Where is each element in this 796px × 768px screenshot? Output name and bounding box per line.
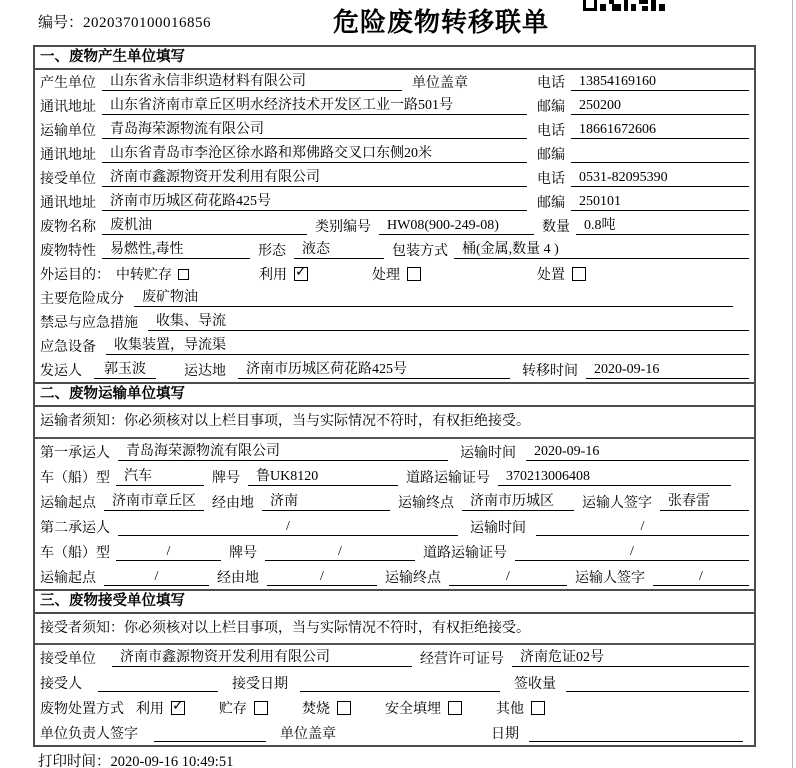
shipper-row bbox=[35, 358, 754, 382]
unit-seal-label: 单位盖章 bbox=[280, 726, 336, 742]
receiver-phone-group bbox=[537, 168, 749, 188]
vehicle-type-label: 车（船）型 bbox=[40, 545, 110, 561]
transport-time-value: / bbox=[536, 518, 749, 536]
seal-label: 单位盖章 bbox=[412, 76, 468, 91]
zip-label: 邮编 bbox=[537, 100, 565, 115]
endpoint-label: 运输终点 bbox=[398, 495, 454, 511]
print-time-value: 2020-09-16 10:49:51 bbox=[110, 754, 234, 768]
form-value: 液态 bbox=[294, 241, 384, 259]
receiver-row bbox=[35, 166, 754, 190]
checkbox-icon bbox=[448, 701, 462, 715]
carrier-sign-value: 张春雷 bbox=[660, 493, 749, 511]
option-label: 其他 bbox=[496, 701, 524, 717]
endpoint-value: 济南市历城区 bbox=[462, 493, 574, 511]
road-permit-value: 370213006408 bbox=[498, 468, 731, 486]
producer-phone-value: 13854169160 bbox=[571, 73, 749, 91]
carrier-sign-value: / bbox=[653, 568, 749, 586]
accept-date-label: 接受日期 bbox=[232, 676, 288, 692]
vehicle-type-label: 车（船）型 bbox=[40, 470, 110, 486]
producer-phone-group bbox=[537, 72, 749, 92]
license-label: 经营许可证号 bbox=[420, 651, 504, 667]
second-carrier-row bbox=[35, 514, 754, 539]
disposal-option-incinerate bbox=[302, 698, 351, 718]
checkbox-icon bbox=[178, 269, 189, 280]
producer-address-value: 山东省济南市章丘区明水经济技术开发区工业一路501号 bbox=[102, 97, 527, 115]
disposal-option-storage bbox=[219, 698, 268, 718]
origin-label: 运输起点 bbox=[40, 570, 96, 586]
transporter-zip-group bbox=[537, 144, 749, 164]
producer-value: 山东省永信非织造材料有限公司 bbox=[102, 73, 402, 91]
purpose-option-transfer-storage bbox=[116, 264, 189, 284]
road-permit-label: 道路运输证号 bbox=[406, 470, 490, 486]
waste-name-value: 废机油 bbox=[102, 217, 307, 235]
endpoint-label: 运输终点 bbox=[385, 570, 441, 586]
phone-label: 电话 bbox=[537, 172, 565, 187]
emergency-equipment-row bbox=[35, 334, 754, 358]
form-label: 形态 bbox=[258, 244, 286, 259]
transporter-label: 运输单位 bbox=[40, 124, 96, 139]
transfer-date-value: 2020-09-16 bbox=[586, 361, 749, 379]
second-vehicle-row bbox=[35, 539, 754, 564]
producer-zip-value: 250200 bbox=[571, 97, 749, 115]
accept-unit-value: 济南市鑫源物资开发利用有限公司 bbox=[112, 649, 412, 667]
packing-label: 包装方式 bbox=[392, 244, 448, 259]
checkbox-icon bbox=[171, 701, 185, 715]
vehicle-type-value: 汽车 bbox=[116, 468, 204, 486]
phone-label: 电话 bbox=[537, 124, 565, 139]
equipment-value: 收集装置，导流渠 bbox=[106, 337, 749, 355]
option-label: 处置 bbox=[537, 268, 565, 283]
checkbox-icon bbox=[531, 701, 545, 715]
purpose-option-dispose bbox=[537, 264, 586, 284]
disposal-option-utilize bbox=[136, 698, 185, 718]
section1-title: 一、废物产生单位填写 bbox=[35, 47, 754, 70]
hazard-value: 废矿物油 bbox=[134, 289, 733, 307]
purpose-option-treat bbox=[372, 264, 421, 284]
shipper-value: 郭玉波 bbox=[94, 361, 156, 379]
equipment-label: 应急设备 bbox=[40, 340, 96, 355]
destination-label: 运达地 bbox=[184, 364, 226, 379]
vehicle-type-value: / bbox=[116, 543, 221, 561]
checkbox-icon bbox=[407, 267, 421, 281]
plate-value: 鲁UK8120 bbox=[248, 468, 398, 486]
acceptor-value bbox=[98, 674, 218, 692]
option-label: 利用 bbox=[136, 701, 164, 717]
second-carrier-value: / bbox=[118, 518, 458, 536]
responsible-sign-row bbox=[35, 720, 754, 745]
transporter-address-value: 山东省青岛市李沧区徐水路和郑佛路交叉口东侧20米 bbox=[102, 145, 527, 163]
quantity-value: 0.8吨 bbox=[576, 217, 749, 235]
taboo-label: 禁忌与应急措施 bbox=[40, 316, 138, 331]
waste-property-value: 易燃性,毒性 bbox=[102, 241, 250, 259]
responsible-sign-value bbox=[154, 724, 266, 742]
receiver-address-row bbox=[35, 190, 754, 214]
taboo-measures-row bbox=[35, 310, 754, 334]
qr-code-fragment bbox=[583, 0, 665, 11]
purpose-option-utilize bbox=[259, 264, 308, 284]
packing-value: 桶(金属,数量 4 ) bbox=[454, 241, 749, 259]
receiver-zip-value: 250101 bbox=[571, 193, 749, 211]
section3-title: 三、废物接受单位填写 bbox=[35, 589, 754, 614]
origin-label: 运输起点 bbox=[40, 495, 96, 511]
received-qty-value bbox=[566, 674, 749, 692]
via-value: / bbox=[267, 568, 377, 586]
first-carrier-value: 青岛海荣源物流有限公司 bbox=[118, 443, 448, 461]
transfer-date-label: 转移时间 bbox=[522, 364, 578, 379]
date-value bbox=[529, 724, 743, 742]
second-carrier-label: 第二承运人 bbox=[40, 520, 110, 536]
waste-property-row bbox=[35, 238, 754, 262]
page-title: 危险废物转移联单 bbox=[332, 8, 549, 37]
page-edge-divider bbox=[792, 0, 793, 768]
serial-number: 2020370100016856 bbox=[83, 15, 212, 31]
disposal-option-landfill bbox=[385, 698, 462, 718]
via-value: 济南 bbox=[262, 493, 390, 511]
second-route-row bbox=[35, 564, 754, 589]
license-value: 济南危证02号 bbox=[512, 649, 749, 667]
category-value: HW08(900-249-08) bbox=[379, 217, 534, 235]
phone-label: 电话 bbox=[537, 76, 565, 91]
transporter-phone-value: 18661672606 bbox=[571, 121, 749, 139]
road-permit-label: 道路运输证号 bbox=[423, 545, 507, 561]
disposal-label: 废物处置方式 bbox=[40, 701, 124, 717]
receiver-value: 济南市鑫源物资开发利用有限公司 bbox=[102, 169, 527, 187]
plate-value: / bbox=[265, 543, 415, 561]
plate-label: 牌号 bbox=[212, 470, 240, 486]
serial-label: 编号： bbox=[38, 15, 84, 31]
transport-time-label: 运输时间 bbox=[470, 520, 526, 536]
transporter-zip-value bbox=[571, 145, 749, 163]
transport-time-value: 2020-09-16 bbox=[526, 443, 749, 461]
producer-zip-group bbox=[537, 96, 749, 116]
checkbox-icon bbox=[294, 267, 308, 281]
receiver-phone-value: 0531-82095390 bbox=[571, 169, 749, 187]
endpoint-value: / bbox=[449, 568, 567, 586]
acceptor-row bbox=[35, 670, 754, 695]
taboo-value: 收集、导流 bbox=[148, 313, 749, 331]
via-label: 经由地 bbox=[212, 495, 254, 511]
accept-date-value bbox=[300, 674, 500, 692]
manifest-form-table bbox=[33, 45, 756, 747]
accept-unit-label: 接受单位 bbox=[40, 651, 96, 667]
option-label: 中转贮存 bbox=[116, 268, 172, 283]
address-label: 通讯地址 bbox=[40, 100, 96, 115]
address-label: 通讯地址 bbox=[40, 196, 96, 211]
date-label: 日期 bbox=[491, 726, 519, 742]
origin-value: 济南市章丘区 bbox=[104, 493, 204, 511]
shipper-label: 发运人 bbox=[40, 364, 82, 379]
receiver-address-value: 济南市历城区荷花路425号 bbox=[102, 193, 527, 211]
waste-name-label: 废物名称 bbox=[40, 220, 96, 235]
zip-label: 邮编 bbox=[537, 196, 565, 211]
road-permit-value: / bbox=[515, 543, 749, 561]
plate-label: 牌号 bbox=[229, 545, 257, 561]
address-label: 通讯地址 bbox=[40, 148, 96, 163]
checkbox-icon bbox=[572, 267, 586, 281]
transporter-row bbox=[35, 118, 754, 142]
carrier-notice: 运输者须知：你必须核对以上栏目事项，当与实际情况不符时，有权拒绝接受。 bbox=[35, 407, 754, 439]
responsible-sign-label: 单位负责人签字 bbox=[40, 726, 138, 742]
option-label: 安全填埋 bbox=[385, 701, 441, 717]
receiver-zip-group bbox=[537, 192, 749, 212]
acceptor-label: 接受人 bbox=[40, 676, 82, 692]
acceptor-notice: 接受者须知：你必须核对以上栏目事项，当与实际情况不符时，有权拒绝接受。 bbox=[35, 614, 754, 645]
receiver-label: 接受单位 bbox=[40, 172, 96, 187]
transporter-phone-group bbox=[537, 120, 749, 140]
transport-time-label: 运输时间 bbox=[460, 445, 516, 461]
producer-row bbox=[35, 70, 754, 94]
option-label: 焚烧 bbox=[302, 701, 330, 717]
disposal-method-row bbox=[35, 695, 754, 720]
print-time-label: 打印时间： bbox=[38, 754, 111, 768]
waste-name-row bbox=[35, 214, 754, 238]
checkbox-icon bbox=[254, 701, 268, 715]
origin-value: / bbox=[104, 568, 209, 586]
carrier-sign-label: 运输人签字 bbox=[575, 570, 645, 586]
transport-purpose-row bbox=[35, 262, 754, 286]
purpose-label: 外运目的： bbox=[40, 268, 110, 283]
print-time-line bbox=[38, 750, 233, 768]
first-vehicle-row bbox=[35, 464, 754, 489]
accept-unit-row bbox=[35, 645, 754, 670]
via-label: 经由地 bbox=[217, 570, 259, 586]
hazard-label: 主要危险成分 bbox=[40, 292, 124, 307]
hazard-component-row bbox=[35, 286, 754, 310]
first-carrier-row bbox=[35, 439, 754, 464]
transporter-value: 青岛海荣源物流有限公司 bbox=[102, 121, 527, 139]
producer-label: 产生单位 bbox=[40, 76, 96, 91]
first-carrier-label: 第一承运人 bbox=[40, 445, 110, 461]
option-label: 贮存 bbox=[219, 701, 247, 717]
received-qty-label: 签收量 bbox=[514, 676, 556, 692]
section2-title: 二、废物运输单位填写 bbox=[35, 382, 754, 407]
category-label: 类别编号 bbox=[315, 220, 371, 235]
quantity-label: 数量 bbox=[542, 220, 570, 235]
carrier-sign-label: 运输人签字 bbox=[582, 495, 652, 511]
checkbox-icon bbox=[337, 701, 351, 715]
option-label: 利用 bbox=[259, 268, 287, 283]
transporter-address-row bbox=[35, 142, 754, 166]
producer-address-row bbox=[35, 94, 754, 118]
first-route-row bbox=[35, 489, 754, 514]
zip-label: 邮编 bbox=[537, 148, 565, 163]
waste-property-label: 废物特性 bbox=[40, 244, 96, 259]
option-label: 处理 bbox=[372, 268, 400, 283]
disposal-option-other bbox=[496, 698, 545, 718]
destination-value: 济南市历城区荷花路425号 bbox=[238, 361, 510, 379]
